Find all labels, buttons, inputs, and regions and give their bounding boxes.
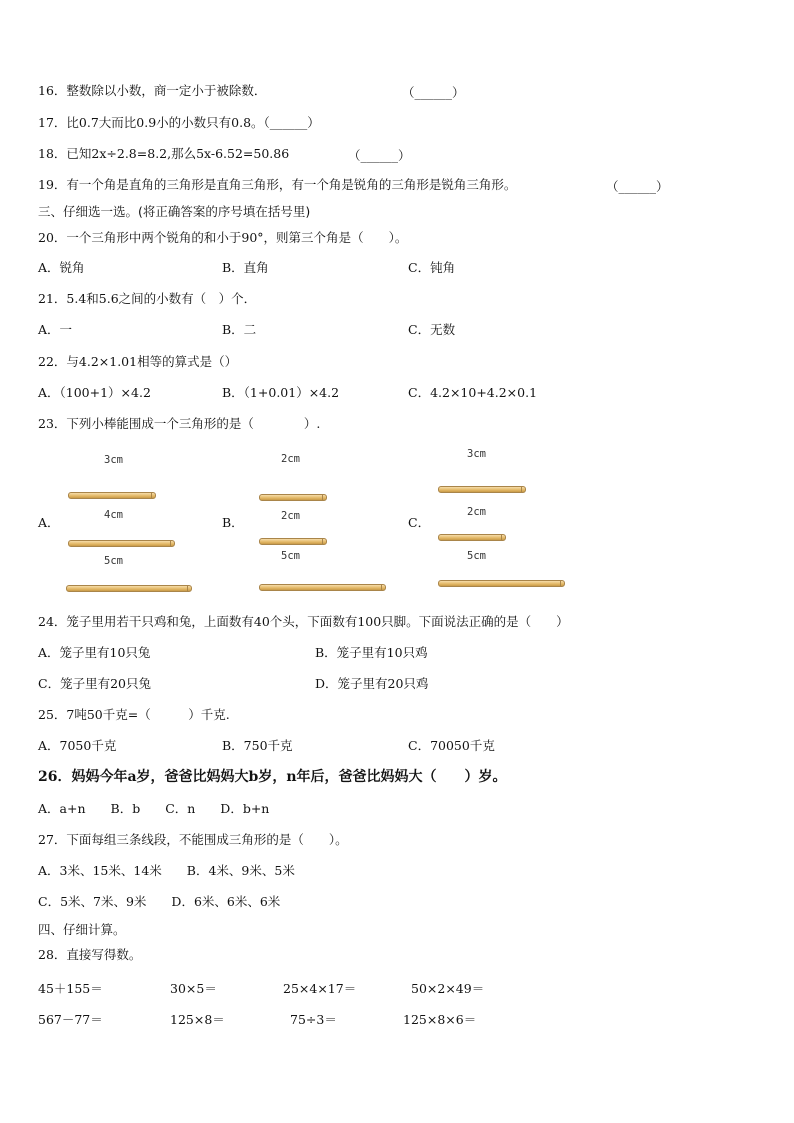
stick-c3 <box>438 580 565 587</box>
q25-option-b[interactable]: B．750千克 <box>222 738 293 753</box>
question-18: 18．已知2x÷2.8=8.2,那么5x-6.52=50.86 <box>38 146 290 161</box>
calc-item: 75÷3＝ <box>290 1012 337 1027</box>
stick-a3-label: 5cm <box>104 555 123 567</box>
question-26: 26．妈妈今年a岁，爸爸比妈妈大b岁，n年后，爸爸比妈妈大（ ）岁。 <box>38 769 507 785</box>
stick-c3-label: 5cm <box>467 550 486 562</box>
question-17: 17．比0.7大而比0.9小的小数只有0.8。（______） <box>38 115 320 130</box>
stick-c2 <box>438 534 506 541</box>
question-22: 22．与4.2×1.01相等的算式是（） <box>38 354 238 369</box>
q22-option-b[interactable]: B．（1+0.01）×4.2 <box>222 385 340 400</box>
question-20: 20．一个三角形中两个锐角的和小于90°，则第三个角是（ ）。 <box>38 230 408 245</box>
stick-b2-label: 2cm <box>281 510 300 522</box>
calc-item: 125×8＝ <box>170 1012 225 1027</box>
q25-option-a[interactable]: A．7050千克 <box>38 738 117 753</box>
answer-blank-18[interactable]: （______） <box>348 148 411 163</box>
question-27: 27．下面每组三条线段，不能围成三角形的是（ ）。 <box>38 832 348 847</box>
calc-item: 125×8×6＝ <box>403 1012 477 1027</box>
q20-option-a[interactable]: A．锐角 <box>38 260 85 275</box>
q25-option-c[interactable]: C．70050千克 <box>408 738 495 753</box>
stick-b2 <box>259 538 327 545</box>
question-16: 16．整数除以小数，商一定小于被除数． <box>38 83 267 98</box>
stick-b1-label: 2cm <box>281 453 300 465</box>
q24-option-b[interactable]: B．笼子里有10只鸡 <box>315 645 428 660</box>
question-23: 23．下列小棒能围成一个三角形的是（ ）. <box>38 416 321 431</box>
stick-b3-label: 5cm <box>281 550 300 562</box>
q20-option-b[interactable]: B．直角 <box>222 260 269 275</box>
stick-a2 <box>68 540 175 547</box>
q20-option-c[interactable]: C．钝角 <box>408 260 456 275</box>
question-19: 19．有一个角是直角的三角形是直角三角形，有一个角是锐角的三角形是锐角三角形。 <box>38 177 517 192</box>
q23-option-a[interactable]: A． <box>38 515 60 530</box>
stick-b3 <box>259 584 386 591</box>
calc-item: 45＋155＝ <box>38 981 103 996</box>
calc-item: 25×4×17＝ <box>283 981 357 996</box>
q22-option-c[interactable]: C．4.2×10+4.2×0.1 <box>408 385 538 400</box>
stick-c2-label: 2cm <box>467 506 486 518</box>
section-heading-4: 四、仔细计算。 <box>38 922 126 937</box>
question-28: 28．直接写得数。 <box>38 947 142 962</box>
stick-b1 <box>259 494 327 501</box>
q24-option-d[interactable]: D．笼子里有20只鸡 <box>315 676 429 691</box>
q23-option-b[interactable]: B． <box>222 515 244 530</box>
stick-a1 <box>68 492 156 499</box>
calc-item: 567－77＝ <box>38 1012 103 1027</box>
q24-option-a[interactable]: A．笼子里有10只兔 <box>38 645 151 660</box>
q23-option-c[interactable]: C． <box>408 515 431 530</box>
stick-a3 <box>66 585 192 592</box>
q27-options-row2[interactable]: C．5米、7米、9米 D．6米、6米、6米 <box>38 894 281 909</box>
question-25: 25．7吨50千克=（ ）千克. <box>38 707 230 722</box>
q21-option-b[interactable]: B．二 <box>222 322 257 337</box>
section-heading-3: 三、仔细选一选。(将正确答案的序号填在括号里) <box>38 204 311 219</box>
question-21: 21．5.4和5.6之间的小数有（ ）个． <box>38 291 257 306</box>
answer-blank-19[interactable]: （______） <box>606 179 669 194</box>
q22-option-a[interactable]: A．（100+1）×4.2 <box>38 385 151 400</box>
q21-option-a[interactable]: A．一 <box>38 322 73 337</box>
calc-item: 50×2×49＝ <box>411 981 485 996</box>
q27-options-row1[interactable]: A．3米、15米、14米 B．4米、9米、5米 <box>38 863 295 878</box>
stick-a2-label: 4cm <box>104 509 123 521</box>
calc-item: 30×5＝ <box>170 981 217 996</box>
q21-option-c[interactable]: C．无数 <box>408 322 456 337</box>
stick-c1-label: 3cm <box>467 448 486 460</box>
answer-blank-16[interactable]: （______） <box>402 85 465 100</box>
q26-options[interactable]: A．a+n B．b C．n D．b+n <box>38 801 270 816</box>
q24-option-c[interactable]: C．笼子里有20只兔 <box>38 676 151 691</box>
stick-c1 <box>438 486 526 493</box>
question-24: 24．笼子里用若干只鸡和兔，上面数有40个头，下面数有100只脚。下面说法正确的是（ ） <box>38 614 569 629</box>
stick-a1-label: 3cm <box>104 454 123 466</box>
